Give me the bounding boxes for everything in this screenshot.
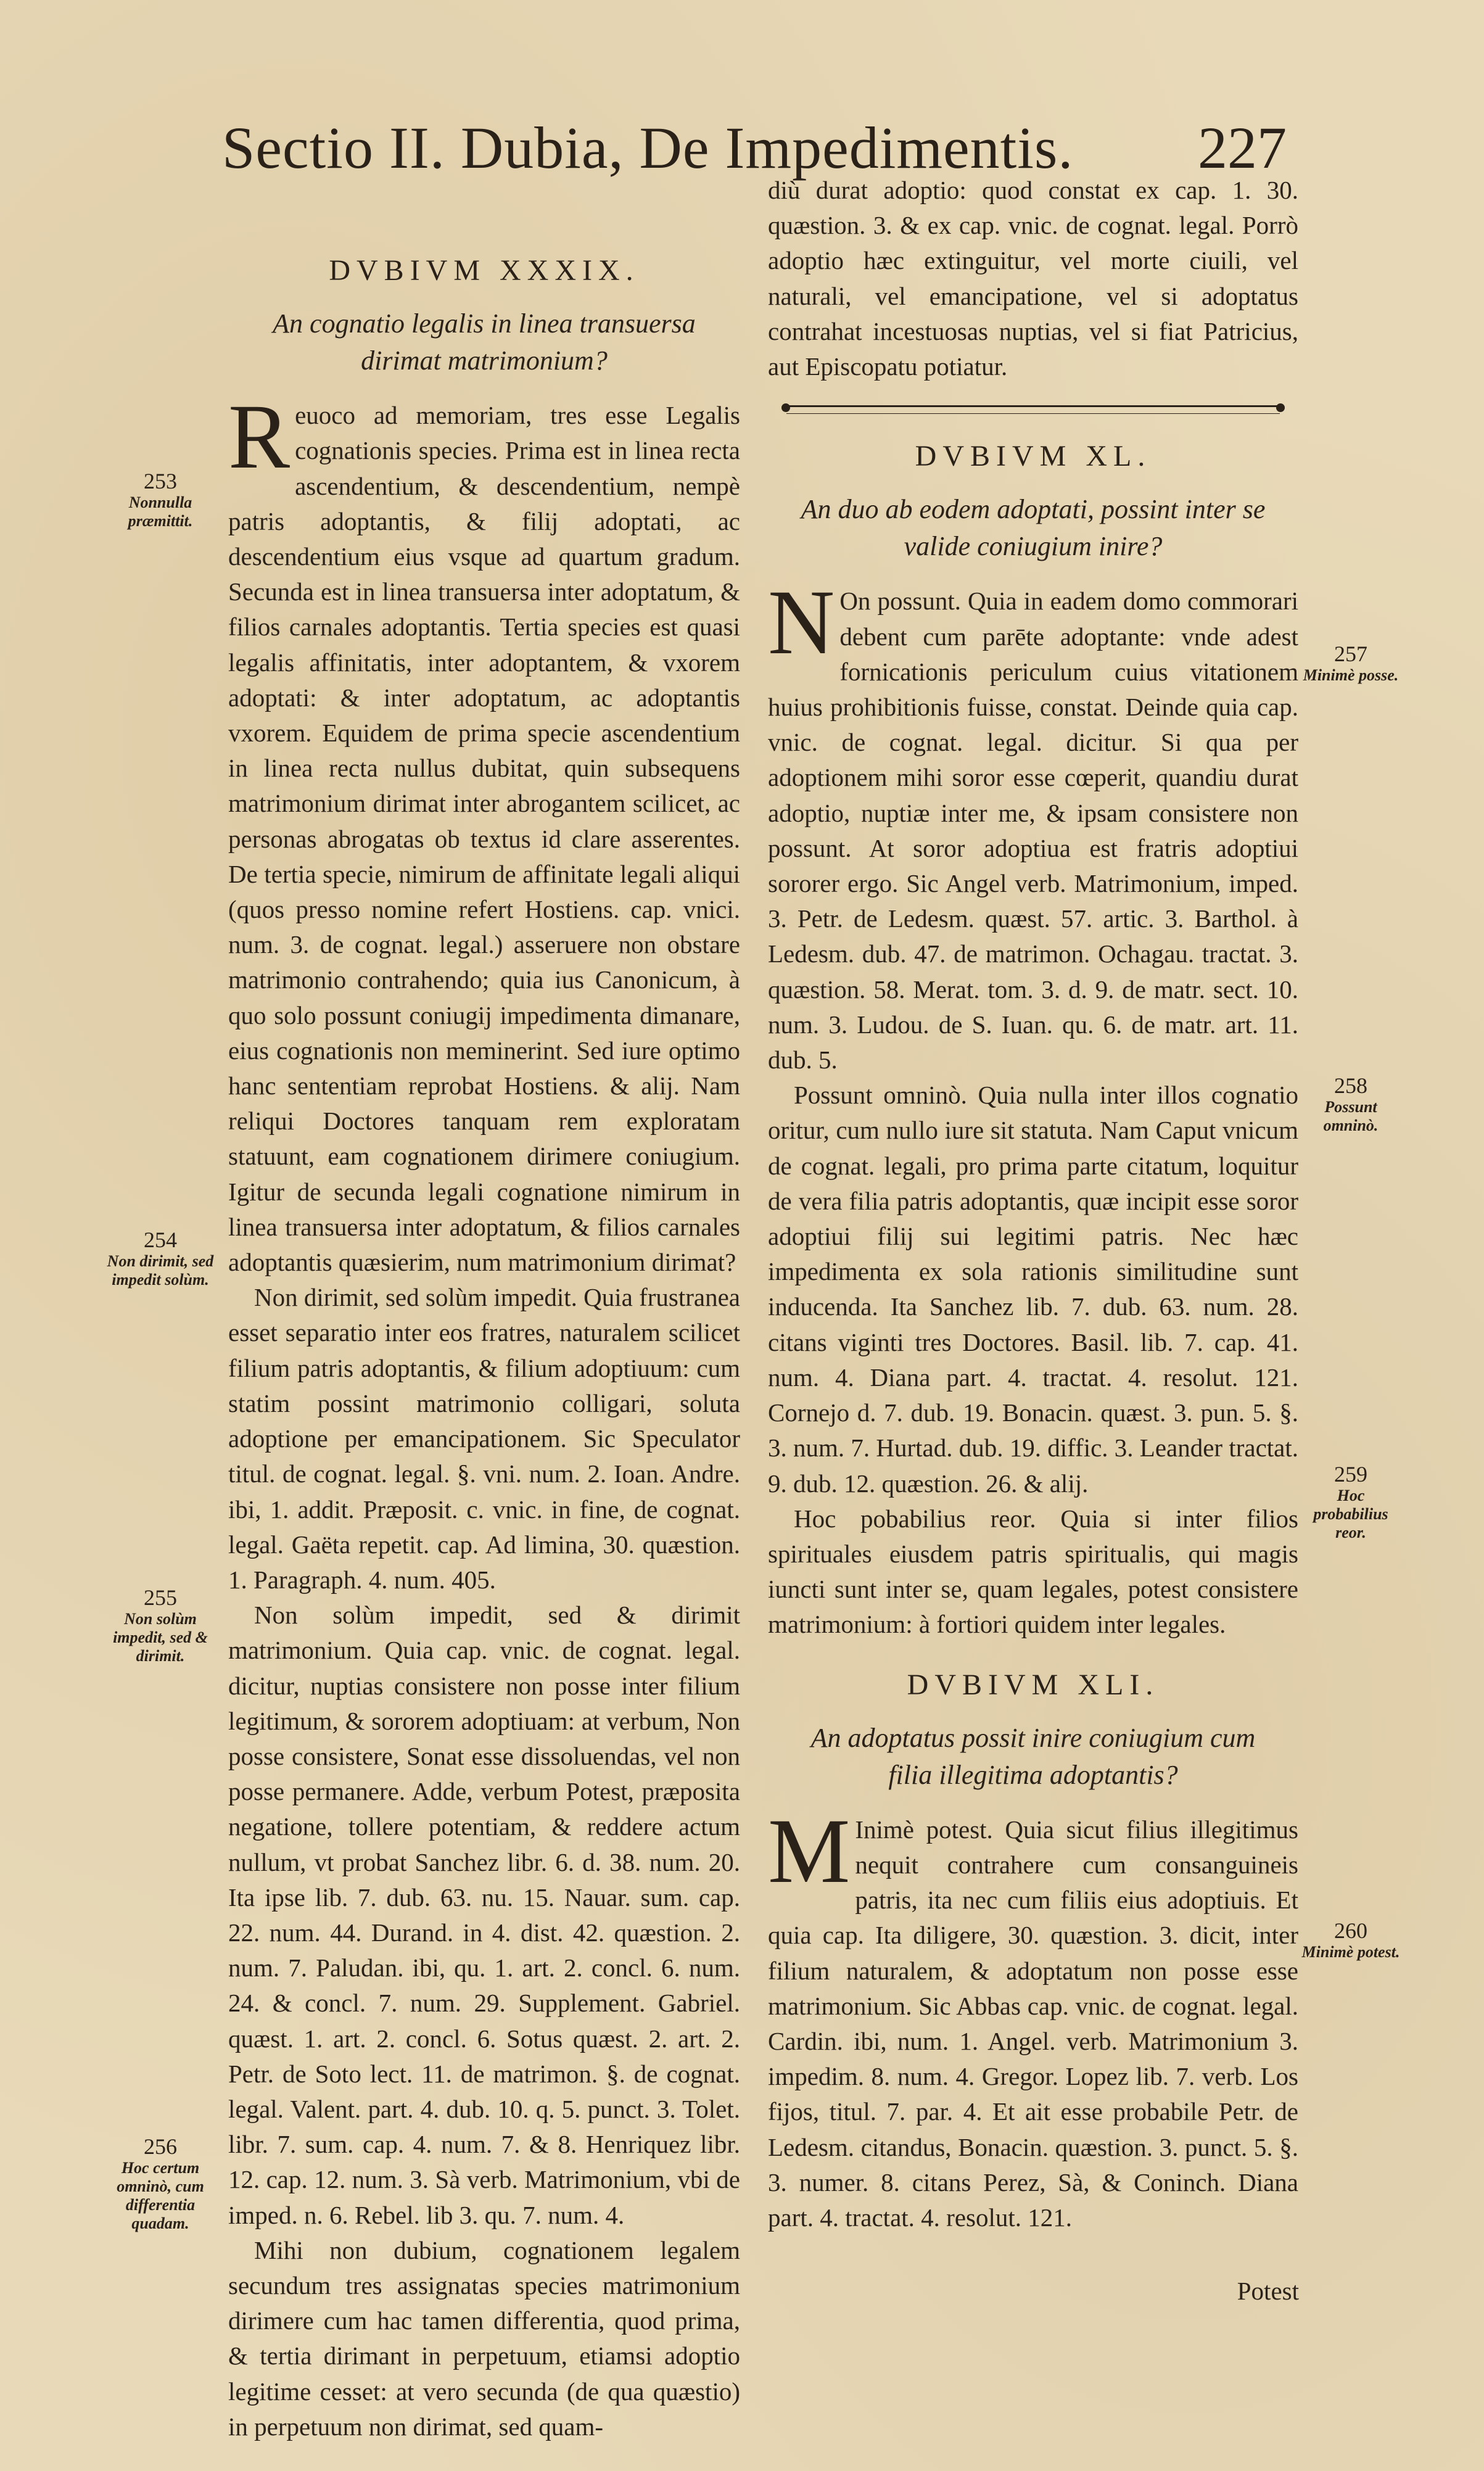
- paragraph-text: euoco ad memoriam, tres esse Legalis cognationis species. Prima est in linea recta ascendentium, & descendentium, nempè patris adoptantis, & filij adoptati, ac descendentium eius vsque ad quartum gradum. Secunda est in linea transuersa inter adoptatum, & filios carnales adoptantis. Tertia species est quasi legalis affinitatis, inter adoptantem, & vxorem adoptati: & inter adoptatum, ac adoptantis vxorem. Equidem de prima specie ascendentium in linea recta nullus dubitat, quin subsequens matrimonium dirimat inter abrogantem scilicet, ac personas abrogatas ob textus id clare asserentes. De tertia specie, nimirum de affinitate legali aliqui (quos presso nomine refert Hostiens. cap. vnici. num. 3. de cognat. legal.) asseruere non obstare matrimonio contrahendo; quia ius Canonicum, à quo solo possunt coniugij impedimenta dimanare, eius cognationis non meminerint. Sed iure optimo hanc sententiam reprobat Hostiens. & alij. Nam reliqui Doctores tanquam rem exploratam statuunt, eam cognationem dirimere coniugium. Igitur de secunda legali cognatione nimirum in linea transuersa inter adoptatum, & filios carnales adoptantis quæsierim, num matrimonium dirimat?: [228, 401, 740, 1277]
- paragraph-260: [768, 1799, 1298, 2235]
- margin-note-260: [1298, 1918, 1403, 1962]
- catchword: Potest: [1237, 2277, 1299, 2305]
- dubium-39-question: An cognatio legalis in linea transuersa dirimat matrimonium?: [273, 308, 696, 376]
- margin-text: Nonnulla præmittit.: [128, 493, 193, 530]
- continuation-paragraph: diù durat adoptio: quod constat ex cap. 1. 30. quæstion. 3. & ex cap. vnic. de cognat. legal. Porrò adoptio hæc extinguitur, vel morte ciuili, vel naturali, vel emancipatione, vel si adoptatus contrahat incestuosas nuptias, vel si fiat Patricius, aut Episcopatu potiatur.: [768, 176, 1298, 381]
- section-separator: [786, 405, 1280, 414]
- margin-number: 258: [1334, 1073, 1367, 1098]
- margin-number: 259: [1334, 1462, 1367, 1487]
- drop-cap: N: [768, 571, 835, 674]
- margin-note-255: [105, 1585, 216, 1665]
- dubium-41-title: DVBIVM XLI.: [907, 1668, 1160, 1701]
- margin-number: 254: [144, 1227, 177, 1252]
- drop-cap: R: [228, 386, 291, 489]
- margin-number: 256: [144, 2134, 177, 2159]
- margin-text: Minimè potest.: [1301, 1943, 1400, 1961]
- margin-text: Non solùm impedit, sed & dirimit.: [113, 1610, 208, 1665]
- paragraph-253: [228, 386, 740, 1280]
- page-number: 227: [1198, 115, 1287, 181]
- margin-number: 260: [1334, 1918, 1367, 1943]
- spacer: [768, 1643, 1298, 1667]
- margin-text: Minimè posse.: [1303, 666, 1399, 684]
- margin-text: Hoc certum omninò, cum differentia quadam.: [117, 2159, 204, 2232]
- paragraph-text: On possunt. Quia in eadem domo commorari debent cum parēte adoptante: vnde adest fornicationis periculum cuius vitationem huius prohibitionis fuisse, constat. Deinde quia cap. vnic. de cognat. legal. dicitur. Si qua per adoptionem mihi soror esse cœperit, quandiu durat adoptio, nuptiæ inter me, & ipsam consistere non possunt. At soror adoptiua est fratris adoptiui sororer ergo. Sic Angel verb. Matrimonium, imped. 3. Petr. de Ledesm. quæst. 57. artic. 3. Barthol. à Ledesm. dub. 47. de matrimon. Ochagau. tractat. 3. quæstion. 58. Merat. tom. 3. d. 9. de matr. sect. 10. num. 3. Ludou. de S. Iuan. qu. 6. de matr. art. 11. dub. 5.: [768, 587, 1298, 1075]
- margin-number: 257: [1334, 641, 1367, 666]
- right-column: [768, 173, 1298, 2235]
- paragraph-259: Hoc pobabilius reor. Quia si inter filios spirituales eiusdem patris spiritualis, qui magis iuncti sunt inter se, quam legales, potest consistere matrimonium: à fortiori quidem inter legales.: [768, 1504, 1298, 1639]
- paragraph-258: Possunt omninò. Quia nulla inter illos cognatio oritur, cum nullo iure sit statuta. Nam Caput vnicum de cognat. legali, pro prima parte citatum, loquitur de vera filia patris adoptantis, quæ incipit esse soror adoptiui filij sui legitimi patris. Nec hæc impedimenta ex sola rationis similitudine sunt inducenda. Ita Sanchez lib. 7. dub. 63. num. 28. citans viginti tres Doctores. Basil. lib. 7. cap. 41. num. 4. Diana part. 4. tractat. 4. resolut. 121. Cornejo d. 7. dub. 19. Bonacin. quæst. 3. pun. 5. §. 3. num. 7. Hurtad. dub. 19. diffic. 3. Leander tractat. 9. dub. 12. quæstion. 26. & alij.: [768, 1081, 1298, 1498]
- left-column: [228, 253, 740, 2444]
- margin-text: Non dirimit, sed impedit solùm.: [107, 1252, 214, 1289]
- margin-note-259: [1298, 1462, 1403, 1542]
- margin-note-254: [105, 1227, 216, 1289]
- dubium-41-question: An adoptatus possit inire coniugium cum filia illegitima adoptantis?: [810, 1722, 1256, 1790]
- paragraph-254: Non dirimit, sed solùm impedit. Quia frustranea esset separatio inter eos fratres, naturalem scilicet filium patris adoptantis, & filium adoptiuum: cum statim possint matrimonio colligari, soluta adoptione per emancipationem. Sic Speculator titul. de cognat. legal. §. vni. num. 2. Ioan. Andre. ibi, 1. addit. Præposit. c. vnic. in fine, de cognat. legal. Gaëta repetit. cap. Ad limina, 30. quæstion. 1. Paragraph. 4. num. 405.: [228, 1283, 740, 1594]
- margin-note-253: [105, 469, 216, 530]
- margin-number: 253: [144, 469, 177, 493]
- margin-number: 255: [144, 1585, 177, 1610]
- dubium-40-title: DVBIVM XL.: [915, 440, 1152, 473]
- margin-note-258: [1298, 1073, 1403, 1135]
- margin-text: Possunt omninò.: [1323, 1098, 1379, 1134]
- drop-cap: M: [768, 1799, 851, 1902]
- margin-note-256: [105, 2134, 216, 2233]
- paragraph-256: Mihi non dubium, cognationem legalem secundum tres assignatas species matrimonium dirimere cum hac tamen differentia, quod prima, & tertia dirimant in perpetuum, etiamsi adoptio legitime cesset: at vero secunda (de qua quæstio) in perpetuum non dirimat, sed quam-: [228, 2235, 740, 2441]
- margin-text: Hoc probabilius reor.: [1313, 1487, 1388, 1541]
- dubium-40-question: An duo ab eodem adoptati, possint inter se valide coniugium inire?: [801, 494, 1266, 562]
- paragraph-257: [768, 571, 1298, 1078]
- paragraph-text: Inimè potest. Quia sicut filius illegitimus nequit contrahere cum consanguineis patris, ita nec cum filiis eius adoptiuis. Et quia cap. Ita diligere, 30. quæstion. 3. dicit, inter filium naturalem, & adoptatum non posse esse matrimonium. Sic Abbas cap. vnic. de cognat. legal. Cardin. ibi, num. 1. Angel. verb. Matrimonium 3. impedim. 8. num. 4. Gregor. Lopez lib. 7. verb. Los fijos, titul. 7. par. 4. Et ait esse probabile Petr. de Ledesm. citandus, Bonacin. quæstion. 3. punct. 5. §. 3. numer. 8. citans Perez, Sà, & Coninch. Diana part. 4. tractat. 4. resolut. 121.: [768, 1815, 1298, 2232]
- dubium-39-title: DVBIVM XXXIX.: [329, 254, 640, 287]
- paragraph-255: Non solùm impedit, sed & dirimit matrimonium. Quia cap. vnic. de cognat. legal. dicitur, nuptias consistere non posse inter filium legitimum, & sororem adoptiuam: at verbum, Non posse consistere, Sonat esse dissoluendas, vel non posse permanere. Adde, verbum Potest, præposita negatione, tollere potentiam, & reddere actum nullum, vt probat Sanchez libr. 6. d. 38. num. 20. Ita ipse lib. 7. dub. 63. nu. 15. Nauar. sum. cap. 22. num. 44. Durand. in 4. dist. 42. quæstion. 2. num. 7. Paludan. ibi, qu. 1. art. 2. concl. 6. num. 24. & concl. 7. num. 29. Supplement. Gabriel. quæst. 1. art. 2. concl. 6. Sotus quæst. 2. art. 2. Petr. de Soto lect. 11. de matrimon. §. de cognat. legal. Valent. part. 4. dub. 10. q. 5. punct. 3. Tolet. libr. 7. sum. cap. 4. num. 7. & 8. Henriquez libr. 12. cap. 12. num. 3. Sà verb. Matrimonium, vbi de imped. n. 6. Rebel. lib 3. qu. 7. num. 4.: [228, 1601, 740, 2229]
- running-title: Sectio II. Dubia, De Impedimentis.: [222, 115, 1074, 181]
- margin-note-257: [1298, 641, 1403, 685]
